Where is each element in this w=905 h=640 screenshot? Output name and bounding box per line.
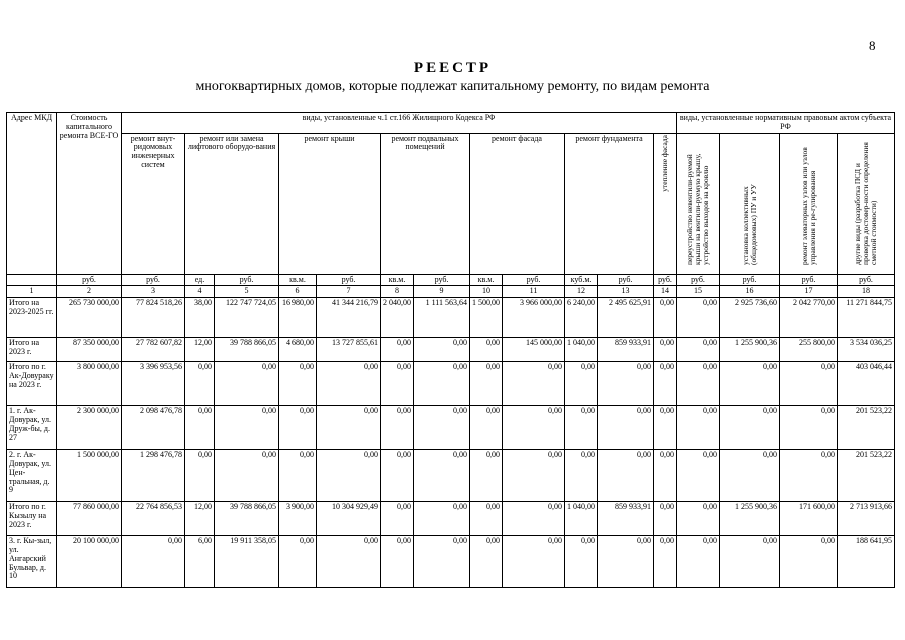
row-value: 0,00 [677,298,720,338]
table-row [7,362,895,406]
column-number: 2 [57,286,122,298]
header-basement: ремонт подвальных помещений [381,133,470,274]
column-number: 18 [838,286,895,298]
row-value: 0,00 [677,338,720,362]
row-value: 0,00 [185,450,215,502]
row-value: 0,00 [381,338,414,362]
unit-cell: руб. [122,274,185,286]
row-value: 12,00 [185,502,215,536]
row-value: 0,00 [279,450,317,502]
row-value: 16 980,00 [279,298,317,338]
header-roof-conversion: переустройство невентили-руемой крыши на вентили-руемую крышу, устройство выходов на кровлю [677,133,720,274]
row-value: 0,00 [598,362,654,406]
row-value: 0,00 [185,362,215,406]
units-row [7,274,895,286]
row-value: 0,00 [677,536,720,588]
row-value: 2 713 913,66 [838,502,895,536]
row-value: 38,00 [185,298,215,338]
row-value: 0,00 [598,406,654,450]
unit-cell: руб. [654,274,677,286]
row-value: 3 900,00 [279,502,317,536]
row-value: 0,00 [677,362,720,406]
row-value: 2 040,00 [381,298,414,338]
column-number: 4 [185,286,215,298]
row-value: 0,00 [381,536,414,588]
row-value: 2 098 476,78 [122,406,185,450]
row-value: 0,00 [470,406,503,450]
row-value: 171 600,00 [780,502,838,536]
row-value: 0,00 [565,536,598,588]
row-value: 39 788 866,05 [215,338,279,362]
unit-cell: руб. [838,274,895,286]
row-value: 4 680,00 [279,338,317,362]
row-value: 0,00 [381,450,414,502]
unit-cell: кв.м. [470,274,503,286]
row-value: 859 933,91 [598,502,654,536]
table-row [7,298,895,338]
header-cost: Стоимость капитального ремонта ВСЕ-ГО [57,113,122,275]
unit-cell: руб. [215,274,279,286]
column-number: 10 [470,286,503,298]
row-value: 0,00 [317,406,381,450]
row-value: 0,00 [780,406,838,450]
row-value: 1 255 900,36 [720,502,780,536]
row-value: 201 523,22 [838,450,895,502]
header-facade: ремонт фасада [470,133,565,274]
header-group-subject: виды, установленные нормативным правовым актом субъекта РФ [677,113,895,134]
unit-cell: руб. [677,274,720,286]
header-roof: ремонт крыши [279,133,381,274]
row-value: 0,00 [677,450,720,502]
header-elevator-nodes: ремонт элеваторных узлов или узлов управления и ре-гулирования [780,133,838,274]
header-other: другие виды (разработка ПСД и проверка достовер-ности определения сметной стоимости) [838,133,895,274]
column-numbers-row [7,286,895,298]
row-address: Итого на 2023 г. [7,338,57,362]
row-value: 1 500 000,00 [57,450,122,502]
row-value: 20 100 000,00 [57,536,122,588]
row-value: 3 396 953,56 [122,362,185,406]
row-value: 0,00 [654,450,677,502]
row-value: 2 300 000,00 [57,406,122,450]
row-value: 0,00 [381,406,414,450]
row-value: 0,00 [565,406,598,450]
unit-cell: куб.м. [565,274,598,286]
row-value: 0,00 [279,362,317,406]
column-number: 9 [414,286,470,298]
row-value: 1 500,00 [470,298,503,338]
row-value: 0,00 [317,536,381,588]
row-address: Итого на 2023-2025 гг. [7,298,57,338]
column-number: 7 [317,286,381,298]
header-group-law: виды, установленные ч.1 ст.166 Жилищного Кодекса РФ [122,113,677,134]
row-value: 12,00 [185,338,215,362]
header-facade-insulation: утепление фасада [654,133,677,274]
row-value: 1 111 563,64 [414,298,470,338]
unit-cell: кв.м. [279,274,317,286]
row-value: 0,00 [414,450,470,502]
row-value: 2 495 625,91 [598,298,654,338]
row-address: Итого по г. Кызылу на 2023 г. [7,502,57,536]
column-number: 8 [381,286,414,298]
table-row [7,406,895,450]
unit-cell: руб. [57,274,122,286]
row-value: 2 042 770,00 [780,298,838,338]
row-value: 0,00 [185,406,215,450]
row-value: 0,00 [565,450,598,502]
table-row [7,536,895,588]
column-number: 12 [565,286,598,298]
column-number: 14 [654,286,677,298]
row-value: 0,00 [215,450,279,502]
row-value: 0,00 [598,450,654,502]
row-value: 0,00 [414,406,470,450]
row-value: 39 788 866,05 [215,502,279,536]
unit-cell: руб. [414,274,470,286]
row-value: 0,00 [720,362,780,406]
column-number: 3 [122,286,185,298]
unit-cell: руб. [317,274,381,286]
row-value: 0,00 [654,536,677,588]
unit-cell: ед. [185,274,215,286]
table-row [7,502,895,536]
header-foundation: ремонт фундамента [565,133,654,274]
row-value: 0,00 [470,338,503,362]
row-address: 3. г. Кы-зыл, ул. Ангарский Бульвар, д. 10 [7,536,57,588]
row-value: 0,00 [381,362,414,406]
row-value: 0,00 [654,338,677,362]
row-value: 1 255 900,36 [720,338,780,362]
row-value: 265 730 000,00 [57,298,122,338]
row-value: 77 860 000,00 [57,502,122,536]
row-value: 201 523,22 [838,406,895,450]
column-number: 6 [279,286,317,298]
row-value: 0,00 [122,536,185,588]
row-value: 87 350 000,00 [57,338,122,362]
row-value: 0,00 [279,536,317,588]
row-value: 10 304 929,49 [317,502,381,536]
row-value: 0,00 [565,362,598,406]
row-value: 0,00 [503,362,565,406]
row-address: Итого по г. Ак-Довураку на 2023 г. [7,362,57,406]
page-number: 8 [869,38,876,53]
row-value: 0,00 [414,338,470,362]
row-value: 0,00 [414,536,470,588]
row-value: 0,00 [414,362,470,406]
row-value: 0,00 [215,362,279,406]
row-value: 77 824 518,26 [122,298,185,338]
row-value: 0,00 [317,362,381,406]
unit-cell: руб. [780,274,838,286]
row-value: 3 966 000,00 [503,298,565,338]
column-number: 13 [598,286,654,298]
row-value: 0,00 [503,406,565,450]
row-value: 6 240,00 [565,298,598,338]
row-value: 11 271 844,75 [838,298,895,338]
row-value: 0,00 [470,536,503,588]
column-number: 16 [720,286,780,298]
row-value: 122 747 724,05 [215,298,279,338]
row-value: 0,00 [654,362,677,406]
row-value: 27 782 607,82 [122,338,185,362]
row-value: 3 800 000,00 [57,362,122,406]
units-empty [7,274,57,286]
row-value: 19 911 358,05 [215,536,279,588]
table-row [7,450,895,502]
row-value: 0,00 [654,502,677,536]
row-value: 188 641,95 [838,536,895,588]
header-engineering: ремонт внут-ридомовых инженерных систем [122,133,185,274]
row-value: 0,00 [470,450,503,502]
row-value: 145 000,00 [503,338,565,362]
row-value: 0,00 [720,450,780,502]
row-value: 0,00 [381,502,414,536]
row-value: 0,00 [215,406,279,450]
row-value: 0,00 [317,450,381,502]
row-value: 22 764 856,53 [122,502,185,536]
column-number: 5 [215,286,279,298]
registry-table [6,112,895,588]
row-value: 0,00 [470,502,503,536]
row-value: 403 046,44 [838,362,895,406]
header-elevator: ремонт или замена лифтового оборудо-вания [185,133,279,274]
unit-cell: руб. [720,274,780,286]
row-value: 41 344 216,79 [317,298,381,338]
unit-cell: руб. [503,274,565,286]
column-number: 15 [677,286,720,298]
document-subtitle: многоквартирных домов, которые подлежат капитальному ремонту, по видам ремонта [195,79,710,94]
row-value: 0,00 [503,450,565,502]
row-value: 1 040,00 [565,338,598,362]
row-value: 1 040,00 [565,502,598,536]
document-title: РЕЕСТР [413,60,492,76]
header-address: Адрес МКД [7,113,57,275]
row-value: 1 298 476,78 [122,450,185,502]
row-address: 1. г. Ак-Довурак, ул. Друж-бы, д. 27 [7,406,57,450]
row-value: 859 933,91 [598,338,654,362]
row-value: 0,00 [677,502,720,536]
row-value: 0,00 [780,450,838,502]
header-meters: установка коллективных (общедомовых) ПУ и УУ [720,133,780,274]
unit-cell: кв.м. [381,274,414,286]
column-number: 1 [7,286,57,298]
row-value: 0,00 [598,536,654,588]
row-value: 0,00 [654,298,677,338]
row-address: 2. г. Ак-Довурак, ул. Цен-тральная, д. 9 [7,450,57,502]
row-value: 6,00 [185,536,215,588]
row-value: 0,00 [720,406,780,450]
row-value: 0,00 [503,502,565,536]
row-value: 0,00 [414,502,470,536]
row-value: 2 925 736,60 [720,298,780,338]
row-value: 0,00 [503,536,565,588]
row-value: 255 800,00 [780,338,838,362]
row-value: 0,00 [279,406,317,450]
column-number: 17 [780,286,838,298]
row-value: 0,00 [654,406,677,450]
row-value: 0,00 [780,536,838,588]
row-value: 0,00 [677,406,720,450]
unit-cell: руб. [598,274,654,286]
row-value: 3 534 036,25 [838,338,895,362]
row-value: 13 727 855,61 [317,338,381,362]
row-value: 0,00 [720,536,780,588]
row-value: 0,00 [780,362,838,406]
column-number: 11 [503,286,565,298]
row-value: 0,00 [470,362,503,406]
table-row [7,338,895,362]
